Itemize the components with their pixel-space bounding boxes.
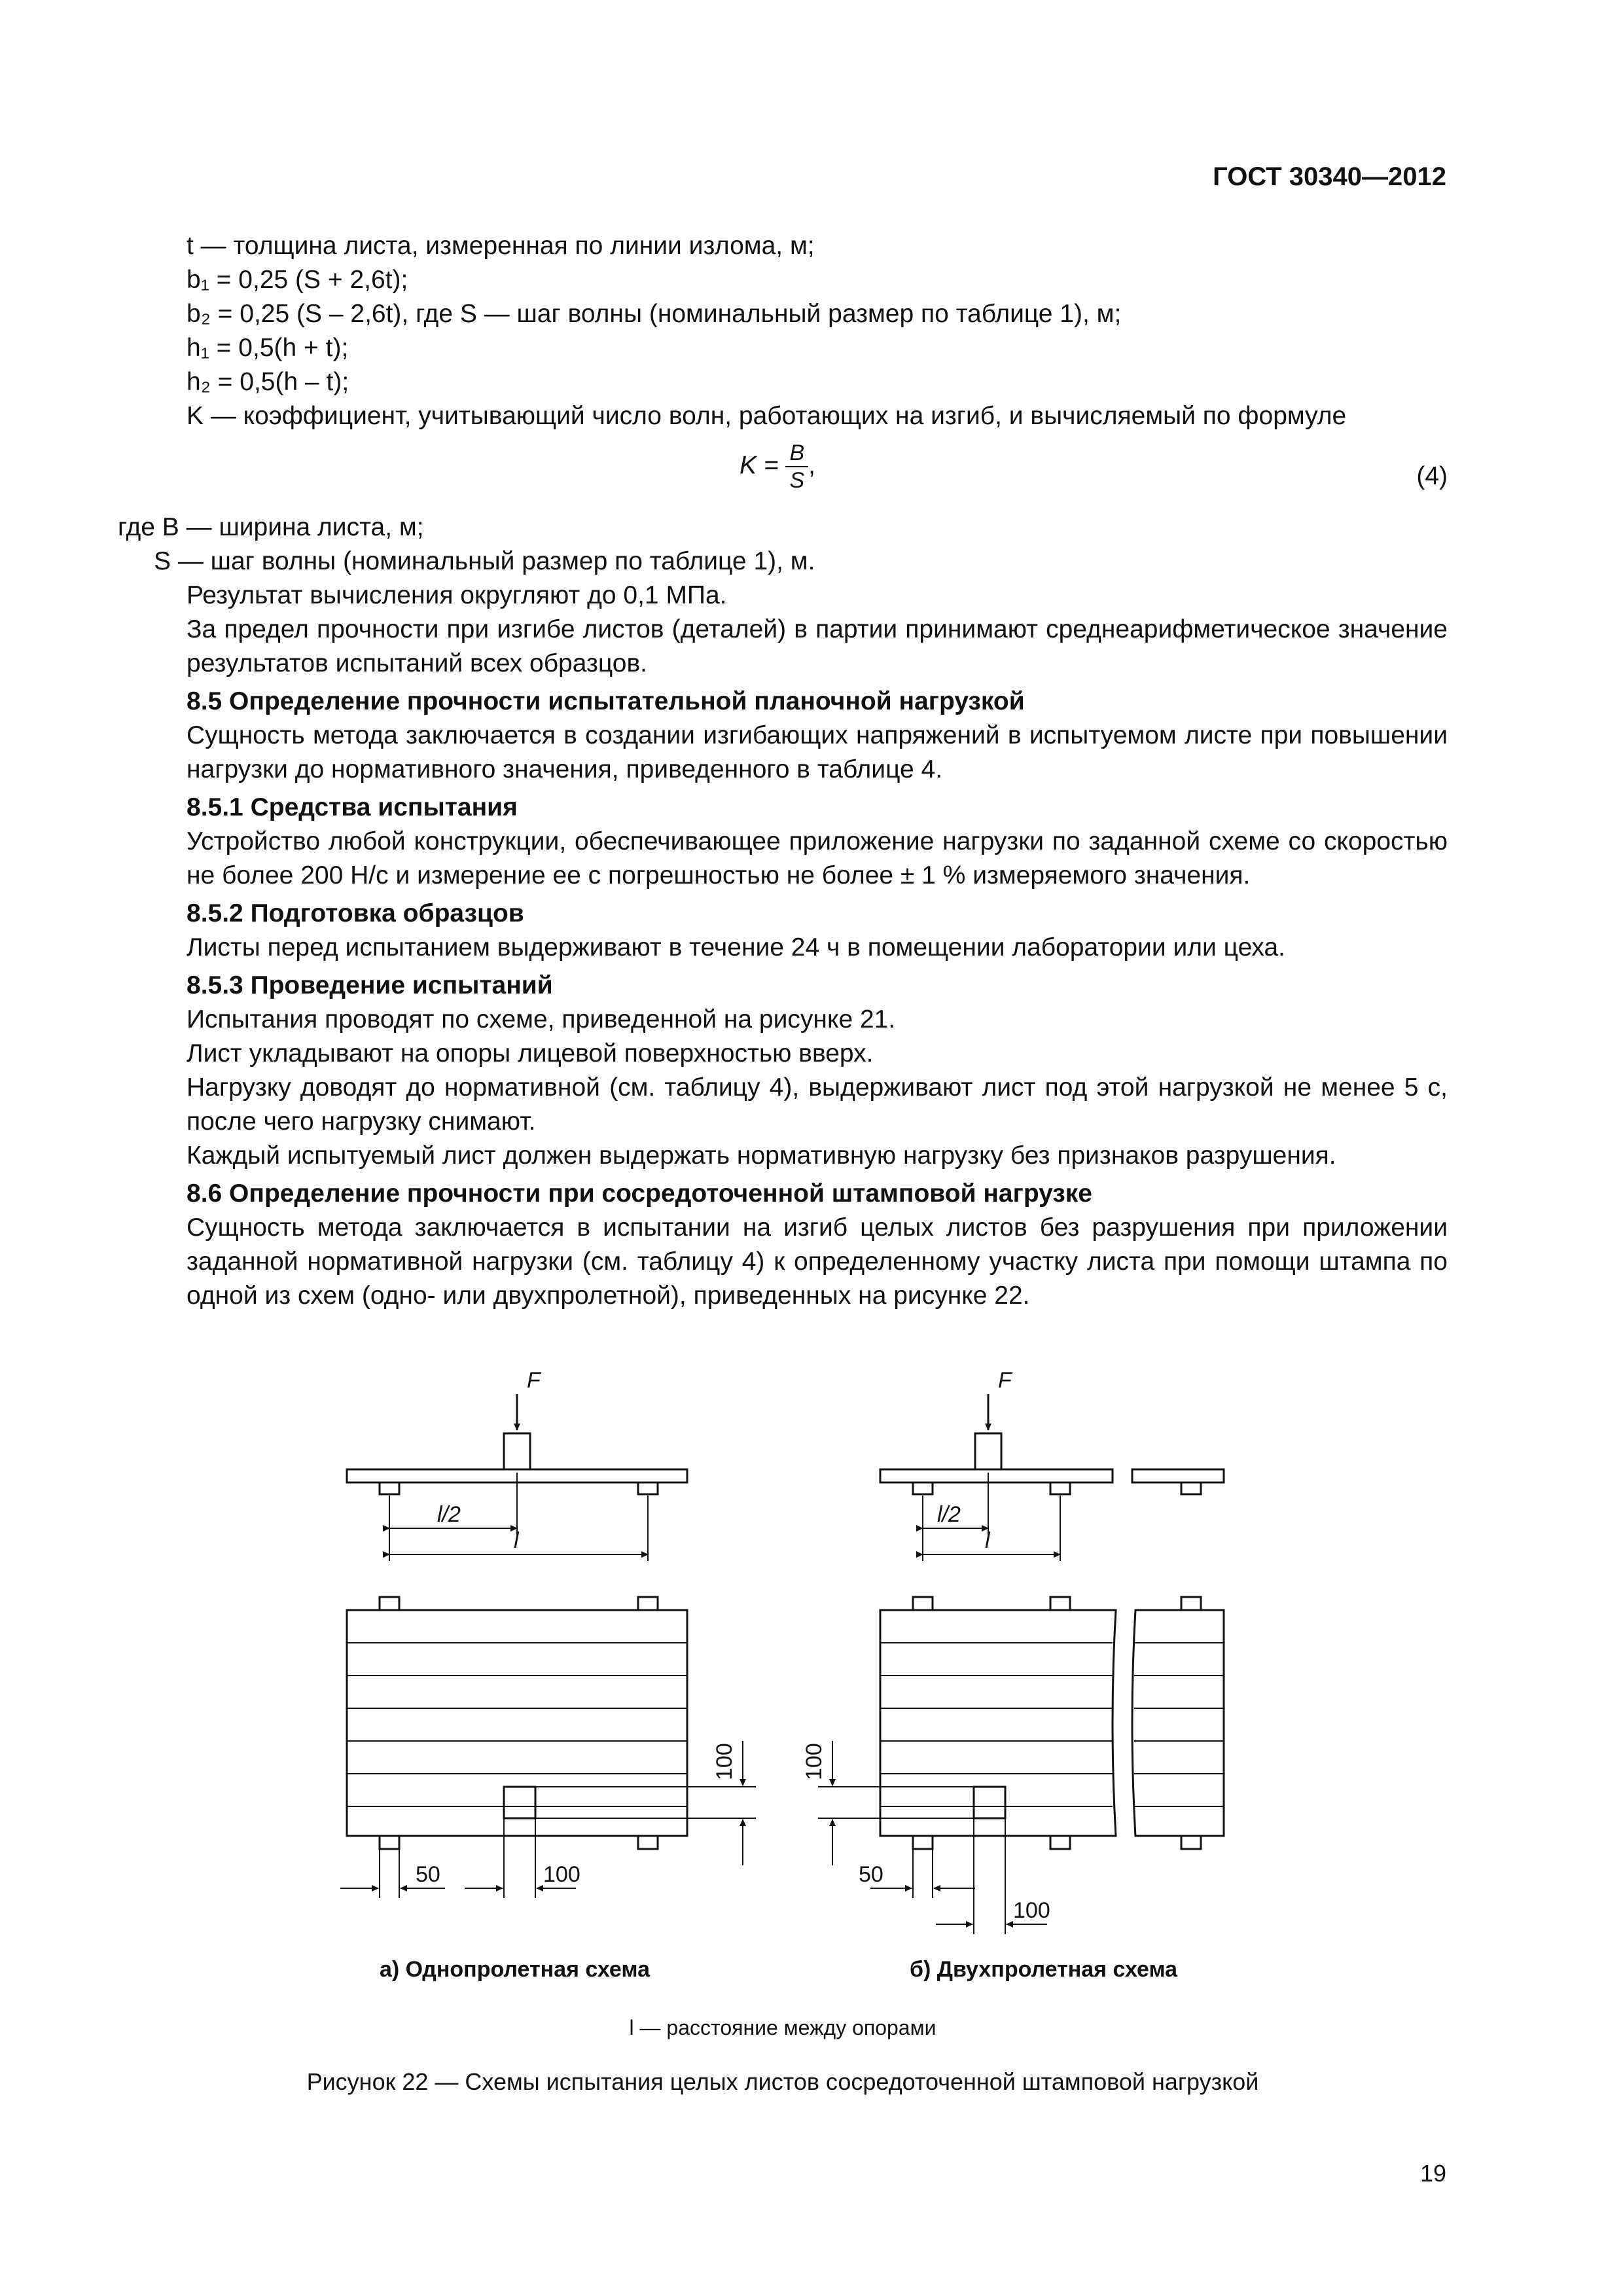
support-b-left bbox=[913, 1482, 933, 1494]
figure-title: Рисунок 22 — Схемы испытания целых листов сосредоточенной штамповой нагрузкой bbox=[306, 2068, 1259, 2095]
caption-single-span: а) Однопролетная схема bbox=[380, 1957, 650, 1982]
formula-fraction bbox=[785, 440, 808, 493]
def-h2: h₂ = 0,5(h – t); bbox=[187, 368, 349, 396]
formula-4 bbox=[118, 433, 1448, 511]
rounding-note: Результат вычисления округляют до 0,1 МПа. bbox=[187, 581, 727, 609]
force-label-b: F bbox=[998, 1368, 1012, 1393]
section-8-5-text: Сущность метода заключается в создании изгибающих напряжений в испытуемом листе при повышении нагрузки до нормативного значения, приведенного в таблице 4. bbox=[187, 721, 1448, 783]
figure-22-drawing bbox=[118, 1322, 1448, 2134]
section-8-5-3-p2: Лист укладывают на опоры лицевой поверхностью вверх. bbox=[187, 1039, 874, 1067]
sheet-a-plan bbox=[347, 1610, 687, 1836]
formula-lhs: K = bbox=[740, 451, 779, 480]
sheet-b-plan bbox=[880, 1610, 1116, 1836]
def-h1: h₁ = 0,5(h + t); bbox=[187, 334, 349, 362]
sheet-b-side bbox=[880, 1469, 1113, 1482]
support-b-right bbox=[1181, 1482, 1201, 1494]
dim-50-a: 50 bbox=[416, 1862, 440, 1887]
section-8-5-title: 8.5 Определение прочности испытательной планочной нагрузкой bbox=[187, 687, 1025, 715]
formula-number: (4) bbox=[1416, 462, 1448, 490]
span-label-a: l bbox=[514, 1528, 519, 1553]
section-8-6-text: Сущность метода заключается в испытании на изгиб целых листов без разрушения при приложении заданной нормативной нагрузки (см. таблицу 4) к определенному участку листа при помощи штампа по одной из схем (одно- или двухпролетной), приведенных на рисунке 22. bbox=[187, 1213, 1448, 1310]
section-8-5-3-title: 8.5.3 Проведение испытаний bbox=[187, 971, 553, 999]
figure-legend: l — расстояние между опорами bbox=[629, 2016, 936, 2039]
span-label-b: l bbox=[985, 1528, 990, 1553]
def-S: S — шаг волны (номинальный размер по таблице 1), м. bbox=[154, 547, 815, 575]
stamp-b-plan bbox=[974, 1787, 1005, 1818]
support-a-left bbox=[380, 1482, 399, 1494]
support-a-right bbox=[638, 1482, 658, 1494]
support-b-middle bbox=[1050, 1482, 1070, 1494]
dim-100-vertical-a: 100 bbox=[712, 1743, 737, 1780]
document-id: ГОСТ 30340—2012 bbox=[1213, 162, 1446, 191]
section-8-5-1-title: 8.5.1 Средства испытания bbox=[187, 793, 518, 821]
def-b1: b₁ = 0,25 (S + 2,6t); bbox=[187, 266, 408, 294]
dim-50-b: 50 bbox=[859, 1862, 883, 1887]
half-span-label-b: l/2 bbox=[937, 1502, 961, 1527]
def-b2: b₂ = 0,25 (S – 2,6t), где S — шаг волны (номинальный размер по таблице 1), м; bbox=[187, 300, 1122, 328]
dim-100-horizontal-a: 100 bbox=[543, 1862, 580, 1887]
section-8-5-1-text: Устройство любой конструкции, обеспечивающее приложение нагрузки по заданной схеме со скоростью не более 200 Н/с и измерение ее с погрешностью не более ± 1 % измеряемого значения. bbox=[187, 827, 1448, 889]
dim-100-horizontal-b: 100 bbox=[1013, 1898, 1050, 1923]
page-number: 19 bbox=[1419, 2160, 1446, 2187]
figure-22 bbox=[118, 1322, 1448, 2134]
caption-double-span: б) Двухпролетная схема bbox=[910, 1957, 1178, 1982]
def-K: K — коэффициент, учитывающий число волн, работающих на изгиб, и вычисляемый по формуле bbox=[187, 402, 1347, 430]
formula-tail: , bbox=[808, 451, 815, 480]
section-8-5-3-p4: Каждый испытуемый лист должен выдержать нормативную нагрузку без признаков разрушения. bbox=[187, 1141, 1336, 1170]
force-label-a: F bbox=[527, 1368, 541, 1393]
stamp-b-side bbox=[975, 1433, 1001, 1469]
section-8-5-2-text: Листы перед испытанием выдерживают в течение 24 ч в помещении лаборатории или цеха. bbox=[187, 933, 1285, 961]
page-content bbox=[118, 229, 1448, 1313]
section-8-5-3-p1: Испытания проводят по схеме, приведенной на рисунке 21. bbox=[187, 1005, 896, 1033]
formula-numerator: B bbox=[785, 440, 808, 467]
dim-100-vertical-b: 100 bbox=[802, 1743, 827, 1780]
def-B: где B — ширина листа, м; bbox=[118, 513, 424, 541]
section-8-5-3-p3: Нагрузку доводят до нормативной (см. таблицу 4), выдерживают лист под этой нагрузкой не менее 5 с, после чего нагрузку снимают. bbox=[187, 1073, 1448, 1136]
stamp-a-side bbox=[504, 1433, 530, 1469]
section-8-5-2-title: 8.5.2 Подготовка образцов bbox=[187, 899, 524, 927]
formula-body bbox=[740, 440, 815, 493]
stamp-a-plan bbox=[504, 1787, 535, 1818]
strength-limit-paragraph: За предел прочности при изгибе листов (деталей) в партии принимают среднеарифметическое значение результатов испытаний всех образцов. bbox=[187, 615, 1448, 677]
def-t: t — толщина листа, измеренная по линии излома, м; bbox=[187, 232, 815, 260]
formula-denominator: S bbox=[789, 468, 805, 493]
section-8-6-title: 8.6 Определение прочности при сосредоточенной штамповой нагрузке bbox=[187, 1179, 1092, 1208]
half-span-label-a: l/2 bbox=[437, 1502, 461, 1527]
